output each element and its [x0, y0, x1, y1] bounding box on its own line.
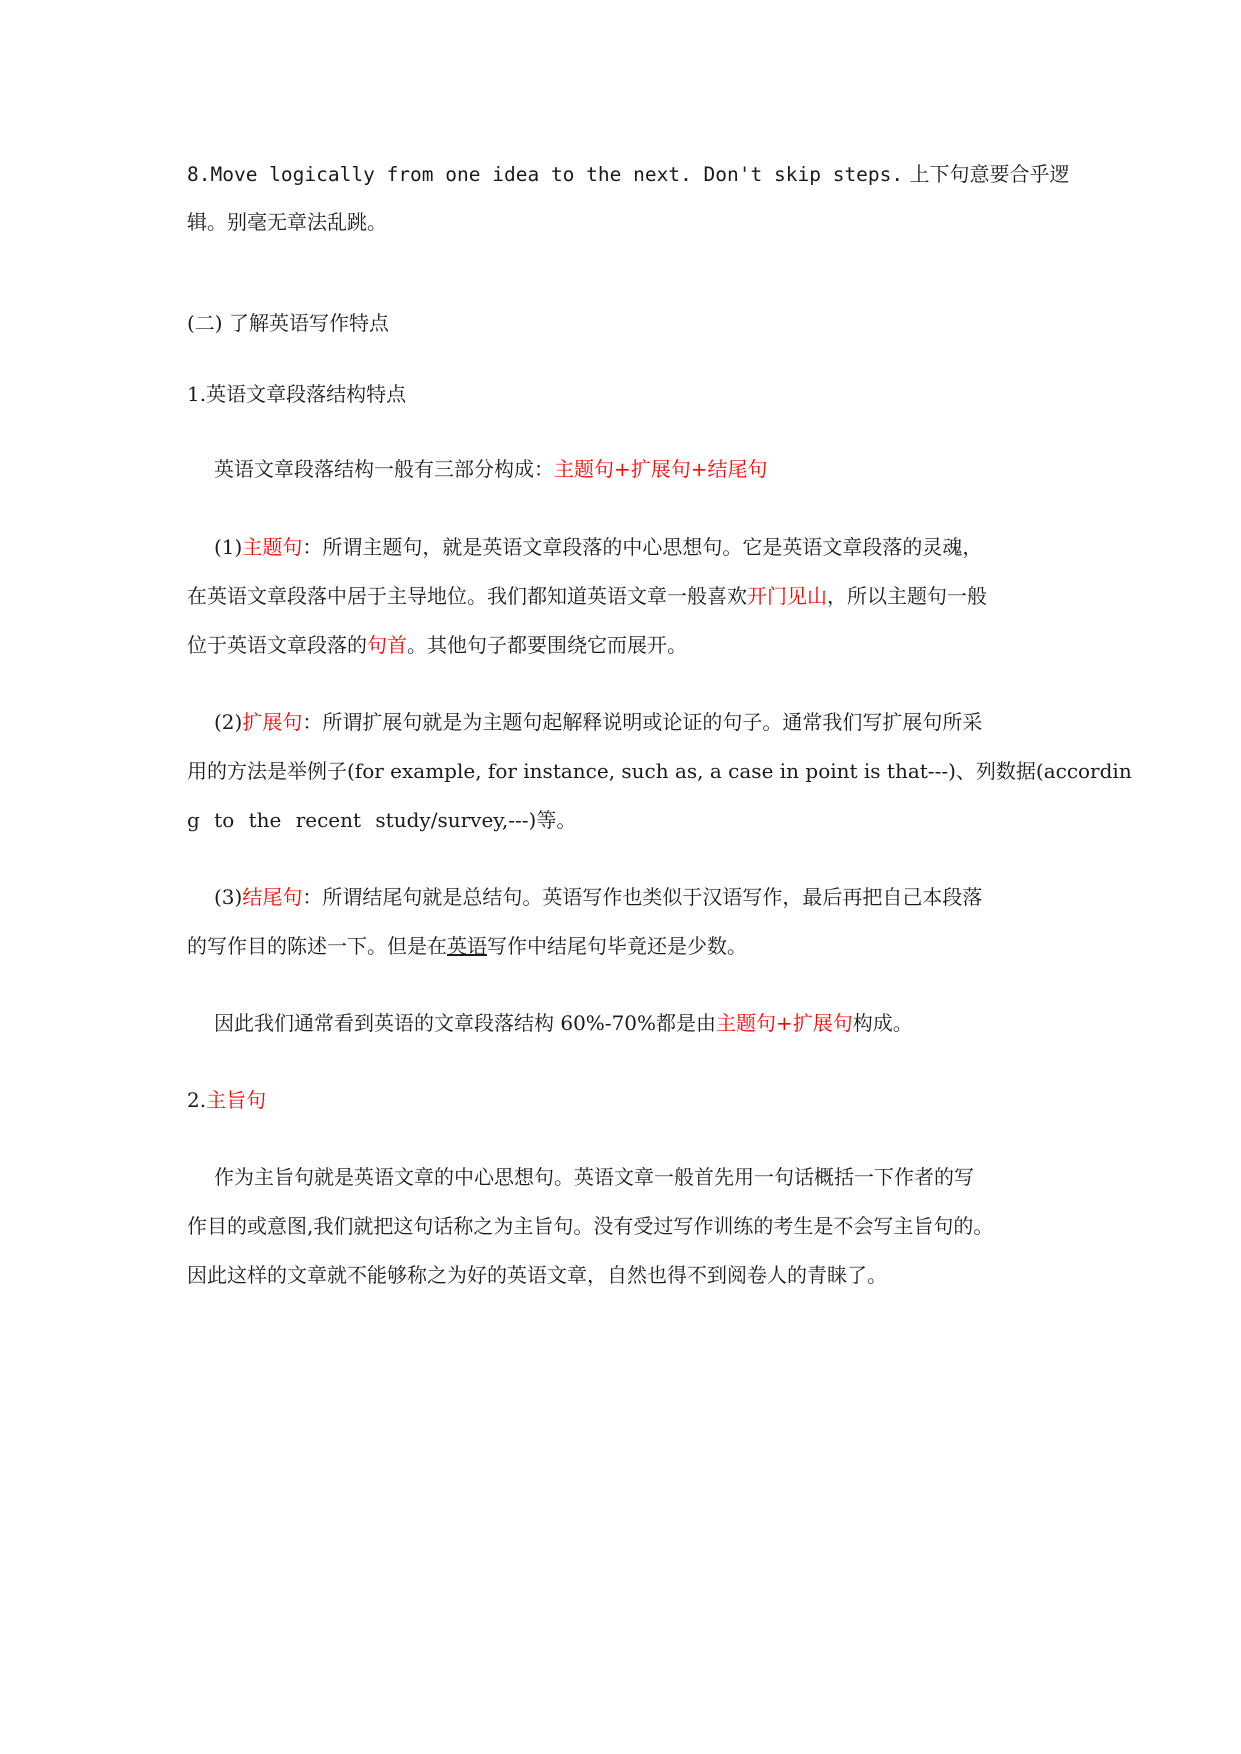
- point-8-chinese: 上下句意要合乎逻: [903, 162, 1070, 186]
- topic-num: (1): [214, 535, 243, 559]
- sub-2-title: 主旨句: [206, 1088, 267, 1112]
- topic-l3-highlight: 句首: [367, 633, 407, 657]
- conclusion-text: 因此我们通常看到英语的文章段落结构 60%-70%都是由: [214, 1011, 717, 1035]
- topic-l2-text: 在英语文章段落中居于主导地位。我们都知道英语文章一般喜欢: [187, 584, 747, 608]
- structure-intro-highlight: 主题句+扩展句+结尾句: [554, 457, 768, 481]
- section-2-heading: (二) 了解英语写作特点: [187, 311, 389, 335]
- expansion-num: (2): [214, 710, 243, 734]
- topic-l2-highlight: 开门见山: [747, 584, 827, 608]
- conclusion-text-end: 构成。: [852, 1011, 913, 1035]
- topic-sentence-line-3: [187, 631, 687, 659]
- topic-l2-text-end: ，所以主题句一般: [827, 584, 987, 608]
- point-8-english: 8.Move logically from one idea to the next. Don't skip steps.: [187, 163, 904, 186]
- expansion-desc: ：所谓扩展句就是为主题句起解释说明或论证的句子。通常我们写扩展句所采: [302, 710, 983, 734]
- concluding-line-1: [214, 883, 982, 911]
- english-link[interactable]: 英语: [447, 934, 487, 958]
- structure-intro-text: 英语文章段落结构一般有三部分构成：: [214, 457, 554, 481]
- sub-2-heading: [187, 1086, 266, 1114]
- expansion-line-1: [214, 708, 982, 736]
- expansion-line-2: 用的方法是举例子(for example, for instance, such as, a case in point is that---)、列数据(accordin: [187, 759, 1132, 783]
- topic-l3-text: 位于英语文章段落的: [187, 633, 367, 657]
- main-idea-line-2: 作目的或意图,我们就把这句话称之为主旨句。没有受过写作训练的考生是不会写主旨句的。: [187, 1214, 994, 1238]
- concluding-num: (3): [214, 885, 243, 909]
- main-idea-line-3: 因此这样的文章就不能够称之为好的英语文章，自然也得不到阅卷人的青睐了。: [187, 1263, 887, 1287]
- concluding-line-2: [187, 932, 747, 960]
- structure-conclusion: [214, 1009, 913, 1037]
- topic-l3-text-end: 。其他句子都要围绕它而展开。: [407, 633, 687, 657]
- point-8-line-2: 辑。别毫无章法乱跳。: [187, 210, 387, 234]
- concluding-term: 结尾句: [242, 885, 303, 909]
- main-idea-line-1: 作为主旨句就是英语文章的中心思想句。英语文章一般首先用一句话概括一下作者的写: [214, 1165, 974, 1189]
- concluding-desc: ：所谓结尾句就是总结句。英语写作也类似于汉语写作，最后再把自己本段落: [302, 885, 983, 909]
- topic-sentence-line-2: [187, 582, 987, 610]
- concluding-l2-text: 的写作目的陈述一下。但是在: [187, 934, 447, 958]
- expansion-term: 扩展句: [242, 710, 303, 734]
- sub-2-num: 2.: [187, 1088, 207, 1112]
- structure-intro: [214, 455, 768, 483]
- topic-desc: ：所谓主题句，就是英语文章段落的中心思想句。它是英语文章段落的灵魂，: [302, 535, 983, 559]
- topic-term: 主题句: [242, 535, 303, 559]
- concluding-l2-text-end: 写作中结尾句毕竟还是少数。: [487, 934, 747, 958]
- sub-1-heading: 1.英语文章段落结构特点: [187, 382, 407, 406]
- conclusion-highlight: 主题句+扩展句: [716, 1011, 853, 1035]
- topic-sentence-line-1: [214, 533, 982, 561]
- expansion-line-3: g to the recent study/survey,---)等。: [187, 808, 577, 832]
- point-8-line-1: [187, 160, 1070, 189]
